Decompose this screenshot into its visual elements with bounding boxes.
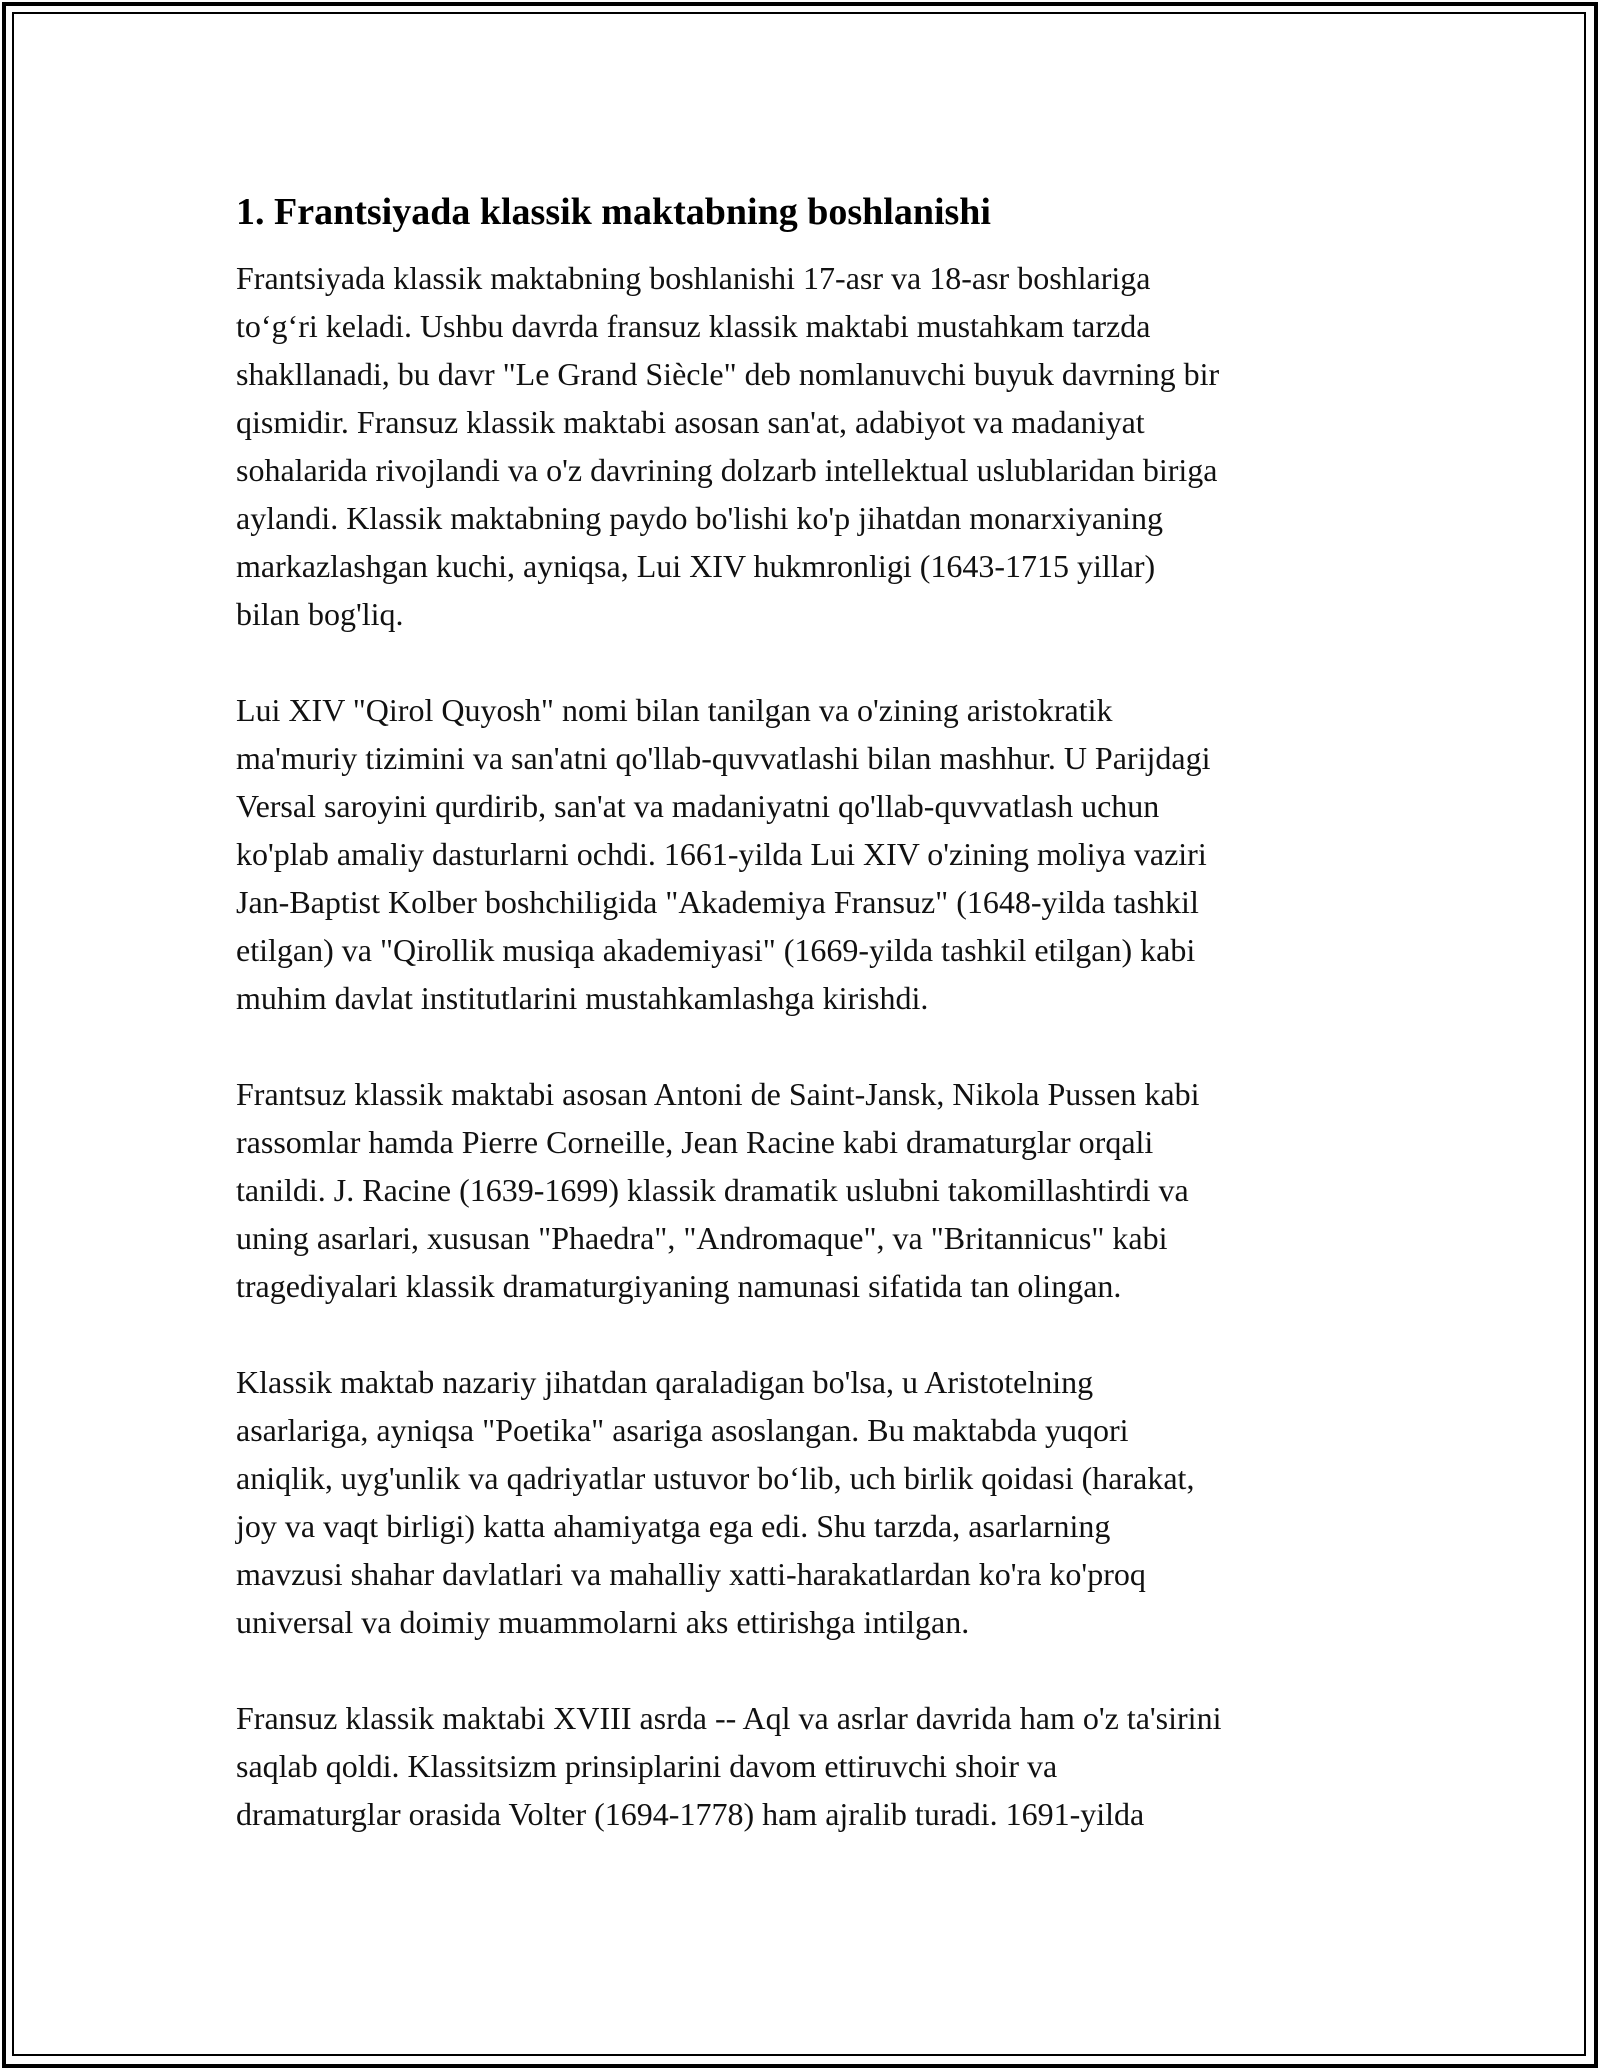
text-line: joy va vaqt birligi) katta ahamiyatga ega edi. Shu tarzda, asarlarning [236,1508,1111,1544]
text-line: to‘g‘ri keladi. Ushbu davrda fransuz klassik maktabi mustahkam tarzda [236,308,1151,344]
text-line: tanildi. J. Racine (1639-1699) klassik dramatik uslubni takomillashtirdi va [236,1172,1189,1208]
text-line: Frantsuz klassik maktabi asosan Antoni de Saint-Jansk, Nikola Pussen kabi [236,1076,1200,1112]
document-body [236,188,1396,1838]
text-line: aniqlik, uyg'unlik va qadriyatlar ustuvor bo‘lib, uch birlik qoidasi (harakat, [236,1460,1195,1496]
text-line: shakllanadi, bu davr "Le Grand Siècle" deb nomlanuvchi buyuk davrning bir [236,356,1220,392]
text-line: Versal saroyini qurdirib, san'at va madaniyatni qo'llab-quvvatlash uchun [236,788,1160,824]
text-line: Fransuz klassik maktabi XVIII asrda -- Aql va asrlar davrida ham o'z ta'sirini [236,1700,1222,1736]
text-line: saqlab qoldi. Klassitsizm prinsiplarini davom ettiruvchi shoir va [236,1748,1058,1784]
text-line: muhim davlat institutlarini mustahkamlashga kirishdi. [236,980,929,1016]
text-line: sohalarida rivojlandi va o'z davrining dolzarb intellektual uslublaridan biriga [236,452,1218,488]
text-line: asarlariga, ayniqsa "Poetika" asariga asoslangan. Bu maktabda yuqori [236,1412,1129,1448]
text-line: tragediyalari klassik dramaturgiyaning namunasi sifatida tan olingan. [236,1268,1122,1304]
text-line: rassomlar hamda Pierre Corneille, Jean Racine kabi dramaturglar orqali [236,1124,1154,1160]
text-line: uning asarlari, xususan "Phaedra", "Andromaque", va "Britannicus" kabi [236,1220,1168,1256]
text-line: bilan bog'liq. [236,596,404,632]
text-line: dramaturglar orasida Volter (1694-1778) ham ajralib turadi. 1691-yilda [236,1796,1145,1832]
text-line: etilgan) va "Qirollik musiqa akademiyasi" (1669-yilda tashkil etilgan) kabi [236,932,1196,968]
text-line: Klassik maktab nazariy jihatdan qaraladigan bo'lsa, u Aristotelning [236,1364,1094,1400]
paragraph-2 [236,686,1396,1022]
text-line: aylandi. Klassik maktabning paydo bo'lishi ko'p jihatdan monarxiyaning [236,500,1163,536]
text-line: mavzusi shahar davlatlari va mahalliy xatti-harakatlardan ko'ra ko'proq [236,1556,1146,1592]
text-line: universal va doimiy muammolarni aks ettirishga intilgan. [236,1604,970,1640]
text-line: qismidir. Fransuz klassik maktabi asosan san'at, adabiyot va madaniyat [236,404,1145,440]
section-heading: 1. Frantsiyada klassik maktabning boshlanishi [236,191,991,233]
paragraph-1 [236,254,1396,638]
text-line: ko'plab amaliy dasturlarni ochdi. 1661-yilda Lui XIV o'zining moliya vaziri [236,836,1207,872]
paragraph-3 [236,1070,1396,1310]
text-line: Frantsiyada klassik maktabning boshlanishi 17-asr va 18-asr boshlariga [236,260,1151,296]
text-line: ma'muriy tizimini va san'atni qo'llab-quvvatlashi bilan mashhur. U Parijdagi [236,740,1211,776]
paragraph-4 [236,1358,1396,1646]
text-line: markazlashgan kuchi, ayniqsa, Lui XIV hukmronligi (1643-1715 yillar) [236,548,1156,584]
text-line: Lui XIV "Qirol Quyosh" nomi bilan tanilgan va o'zining aristokratik [236,692,1113,728]
text-line: Jan-Baptist Kolber boshchiligida "Akademiya Fransuz" (1648-yilda tashkil [236,884,1199,920]
paragraph-5 [236,1694,1396,1838]
